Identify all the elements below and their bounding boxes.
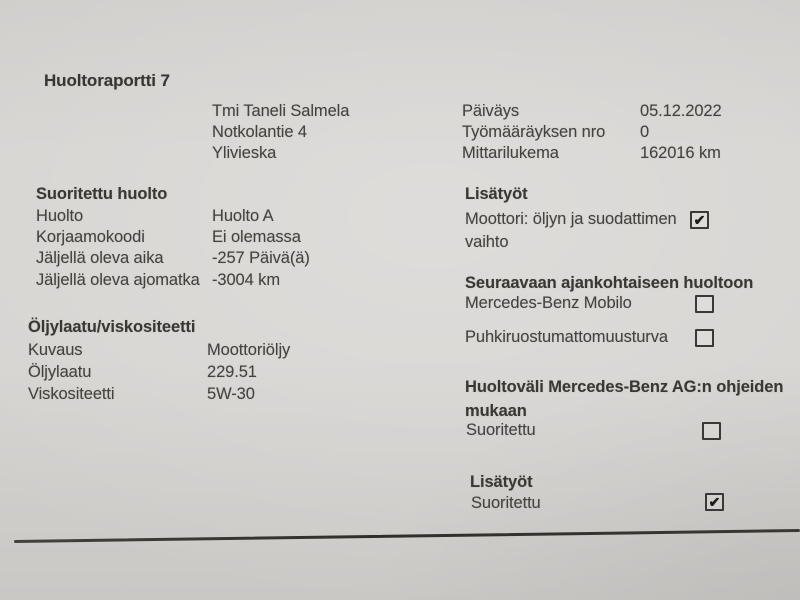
field-label: Korjaamokoodi [36, 228, 145, 247]
oil-row [28, 339, 290, 361]
field-label: Jäljellä oleva aika [36, 249, 164, 268]
next-service-item-label: Mercedes-Benz Mobilo [465, 294, 632, 312]
service-row [36, 206, 310, 227]
additional-work-status-label: Suoritettu [471, 494, 541, 512]
field-label: Päiväys [462, 102, 520, 120]
field-label: Öljylaatu [28, 363, 92, 381]
workshop-street: Notkolantie 4 [212, 123, 308, 141]
checkbox-mobilo [695, 295, 714, 313]
field-value: 05.12.2022 [640, 102, 722, 120]
field-value: Huolto A [212, 207, 274, 225]
field-value: -3004 km [212, 270, 280, 289]
field-value: 229.51 [207, 363, 257, 381]
meta-row-workorder [462, 122, 722, 143]
service-row [36, 270, 310, 291]
service-interval-item-label: Suoritettu [466, 421, 536, 439]
additional-work-item-label: Moottori: öljyn ja suodattimen vaihto [465, 210, 677, 251]
field-value: -257 Päivä(ä) [212, 249, 310, 268]
oil-section-rows [28, 339, 290, 405]
additional-work-status-heading: Lisätyöt [470, 473, 533, 491]
workshop-city: Ylivieska [212, 144, 277, 162]
field-value: Moottoriöljy [207, 341, 291, 359]
service-row [36, 227, 310, 248]
field-label: Huolto [36, 207, 84, 225]
service-row [36, 248, 310, 269]
field-value: 0 [640, 123, 650, 141]
oil-row [28, 383, 290, 405]
report-meta [462, 101, 722, 164]
checkbox-rustproof-warranty [695, 329, 714, 347]
next-service-item-label: Puhkiruostumattomuusturva [465, 328, 668, 346]
page-bottom-rule [14, 529, 800, 543]
checkbox-additional-work-performed: ✔ [705, 493, 724, 511]
field-label: Jäljellä oleva ajomatka [36, 270, 200, 289]
field-value: 162016 km [640, 144, 721, 162]
field-label: Mittarilukema [462, 144, 559, 162]
report-title: Huoltoraportti 7 [44, 71, 170, 90]
meta-row-odometer [462, 143, 722, 164]
oil-section-heading: Öljylaatu/viskositeetti [28, 318, 196, 336]
performed-service-rows [36, 206, 310, 291]
workshop-address-block [212, 101, 349, 164]
field-value: 5W-30 [207, 385, 255, 403]
meta-row-date [462, 101, 722, 122]
field-label: Viskositeetti [28, 385, 115, 403]
service-interval-heading: Huoltoväli Mercedes-Benz AG:n ohjeiden mukaan [465, 378, 784, 420]
checkbox-interval-performed [702, 422, 721, 440]
oil-row [28, 361, 290, 383]
next-service-heading: Seuraavaan ajankohtaiseen huoltoon [465, 274, 754, 292]
performed-service-heading: Suoritettu huolto [36, 185, 168, 203]
additional-work-heading: Lisätyöt [465, 185, 528, 203]
checkbox-oil-filter-change: ✔ [690, 211, 709, 229]
field-value: Ei olemassa [212, 228, 301, 247]
field-label: Työmääräyksen nro [462, 123, 606, 141]
field-label: Kuvaus [28, 341, 83, 359]
workshop-name: Tmi Taneli Salmela [212, 102, 350, 120]
